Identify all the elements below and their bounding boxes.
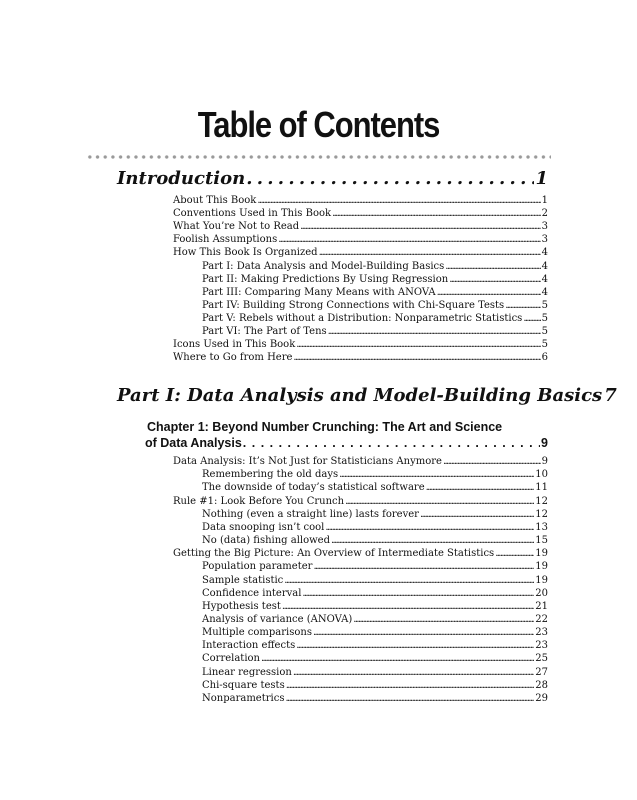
toc-subentry[interactable] [202,535,548,548]
dot-leader [353,614,534,625]
toc-label: Chi-square tests [202,680,285,691]
dot-leader [278,234,540,245]
dot-leader [293,667,534,678]
dot-leader [286,680,535,691]
toc-label: Rule #1: Look Before You Crunch [173,496,345,507]
toc-label: Part III: Comparing Many Means with ANOVA [202,287,436,298]
toc-entry[interactable] [173,221,548,234]
toc-label: Part V: Rebels without a Distribution: Nonparametric Statistics [202,313,523,324]
toc-page-number: 11 [535,482,548,493]
toc-subentry[interactable] [202,509,548,522]
toc-label: Linear regression [202,667,292,678]
toc-label: What You’re Not to Read [173,221,300,232]
dot-leader [420,509,534,520]
toc-label: Multiple comparisons [202,627,312,638]
toc-entry[interactable] [173,247,548,260]
toc-label: of Data Analysis [145,436,242,450]
dot-leader [332,208,541,219]
toc-page-number: 20 [535,588,548,599]
dot-leader [339,469,534,480]
toc-subentry[interactable] [202,693,548,706]
toc-subentry[interactable] [202,300,548,313]
dot-leader [313,561,534,572]
toc-page-number: 5 [541,300,548,311]
toc-label: About This Book [173,195,257,206]
toc-subentry[interactable] [202,653,548,666]
toc-label: Remembering the old days [202,469,339,480]
dot-leader [495,548,534,559]
toc-page-number: 19 [535,561,548,572]
toc-label: Sample statistic [202,575,284,586]
toc-label: Nonparametrics [202,693,285,704]
toc-page-number: 13 [535,522,548,533]
dot-leader [319,247,541,258]
toc-label: Where to Go from Here [173,352,293,363]
toc-entry[interactable] [173,339,548,352]
toc-page-number: 4 [541,274,548,285]
toc-label: Conventions Used in This Book [173,208,332,219]
toc-subentry[interactable] [202,313,548,326]
toc-subentry[interactable] [202,287,548,300]
dot-leader [505,300,540,311]
toc-subentry[interactable] [202,561,548,574]
toc-page-number: 19 [535,575,548,586]
toc-subentry[interactable] [202,627,548,640]
dot-leader [445,261,540,272]
dot-leader [285,693,534,704]
toc-subentry[interactable] [202,575,548,588]
toc-subentry[interactable] [202,614,548,627]
toc-label: Foolish Assumptions [173,234,278,245]
toc-page-number: 5 [541,326,548,337]
dot-leader [443,456,541,467]
toc-label: Icons Used in This Book [173,339,296,350]
toc-page-number: 1 [541,195,548,206]
dot-leader [345,496,534,507]
toc-subentry[interactable] [202,261,548,274]
dot-leader [293,352,540,363]
toc-page-number: 9 [541,436,548,450]
dot-leader [246,168,534,189]
toc-label: Part I: Data Analysis and Model-Building Basics [117,385,603,406]
toc-label: Hypothesis test [202,601,281,612]
dot-leader [449,274,540,285]
toc-page-number: 12 [535,509,548,520]
toc-page-number: 28 [535,680,548,691]
toc-subentry[interactable] [202,588,548,601]
dot-leader [261,653,534,664]
toc-label: Part IV: Building Strong Connections with Chi-Square Tests [202,300,505,311]
toc-page-number: 9 [541,456,548,467]
dot-leader [243,436,540,450]
dot-leader [302,588,534,599]
toc-subentry[interactable] [202,326,548,339]
toc-page-number: 2 [541,208,548,219]
dot-leader [284,575,534,586]
page-title: Table of Contents [197,104,440,145]
toc-chapter-1[interactable] [145,436,548,450]
toc-page-number: 25 [535,653,548,664]
toc-page-number: 10 [535,469,548,480]
toc-page-number: 4 [541,287,548,298]
toc-subentry[interactable] [202,469,548,482]
toc-subentry[interactable] [202,667,548,680]
dot-leader [296,640,534,651]
toc-chapter-1-title[interactable]: Chapter 1: Beyond Number Crunching: The Art and Science [147,420,503,434]
toc-page-number: 21 [535,601,548,612]
dot-leader [437,287,541,298]
dot-leader [325,522,534,533]
toc-label: Confidence interval [202,588,302,599]
dot-leader [331,535,534,546]
toc-page-number: 6 [541,352,548,363]
toc-label: Data Analysis: It’s Not Just for Statisticians Anymore [173,456,442,467]
toc-label: Data snooping isn’t cool [202,522,325,533]
dot-leader [300,221,541,232]
toc-label: Getting the Big Picture: An Overview of Intermediate Statistics [173,548,495,559]
toc-page-number: 23 [535,640,548,651]
toc-entry[interactable] [173,208,548,221]
toc-label: Correlation [202,653,260,664]
toc-label: Introduction [117,168,246,189]
dotted-divider [86,154,551,160]
toc-page-number: 29 [535,693,548,704]
toc-label: The downside of today’s statistical software [202,482,425,493]
toc-page-number: 19 [535,548,548,559]
toc-label: Analysis of variance (ANOVA) [202,614,353,625]
toc-entry[interactable] [173,352,548,365]
toc-label: No (data) fishing allowed [202,535,330,546]
toc-subentry[interactable] [202,680,548,693]
toc-introduction[interactable] [117,168,548,192]
toc-page-number: 3 [541,221,548,232]
toc-page-number: 5 [541,339,548,350]
dot-leader [426,482,535,493]
toc-entry[interactable] [173,456,548,469]
toc-page-number: 12 [535,496,548,507]
toc-entry[interactable] [173,548,548,561]
toc-page-number: 23 [535,627,548,638]
toc-page-number: 22 [535,614,548,625]
toc-subentry[interactable] [202,274,548,287]
toc-label: How This Book Is Organized [173,247,318,258]
toc-page-number: 7 [604,385,617,406]
toc-page-number: 1 [535,168,548,189]
toc-entry[interactable] [173,234,548,247]
toc-page-number: 15 [535,535,548,546]
toc-label: Nothing (even a straight line) lasts forever [202,509,419,520]
toc-entry[interactable] [173,496,548,509]
toc-label: Part II: Making Predictions By Using Regression [202,274,449,285]
toc-subentry[interactable] [202,482,548,495]
toc-page-number: 4 [541,261,548,272]
toc-page-number: 5 [541,313,548,324]
toc-label: Population parameter [202,561,313,572]
dot-leader [523,313,540,324]
toc-subentry[interactable] [202,601,548,614]
dot-leader [296,339,540,350]
toc-page-number: 27 [535,667,548,678]
dot-leader [313,627,534,638]
toc-label: Part VI: The Part of Tens [202,326,327,337]
dot-leader [257,195,540,206]
toc-page-number: 3 [541,234,548,245]
dot-leader [282,601,534,612]
toc-subentry[interactable] [202,640,548,653]
toc-entry[interactable] [173,195,548,208]
toc-part-1[interactable] [117,385,617,409]
toc-label: Part I: Data Analysis and Model-Building Basics [202,261,445,272]
toc-label: Interaction effects [202,640,296,651]
toc-page-number: 4 [541,247,548,258]
toc-subentry[interactable] [202,522,548,535]
dot-leader [328,326,541,337]
